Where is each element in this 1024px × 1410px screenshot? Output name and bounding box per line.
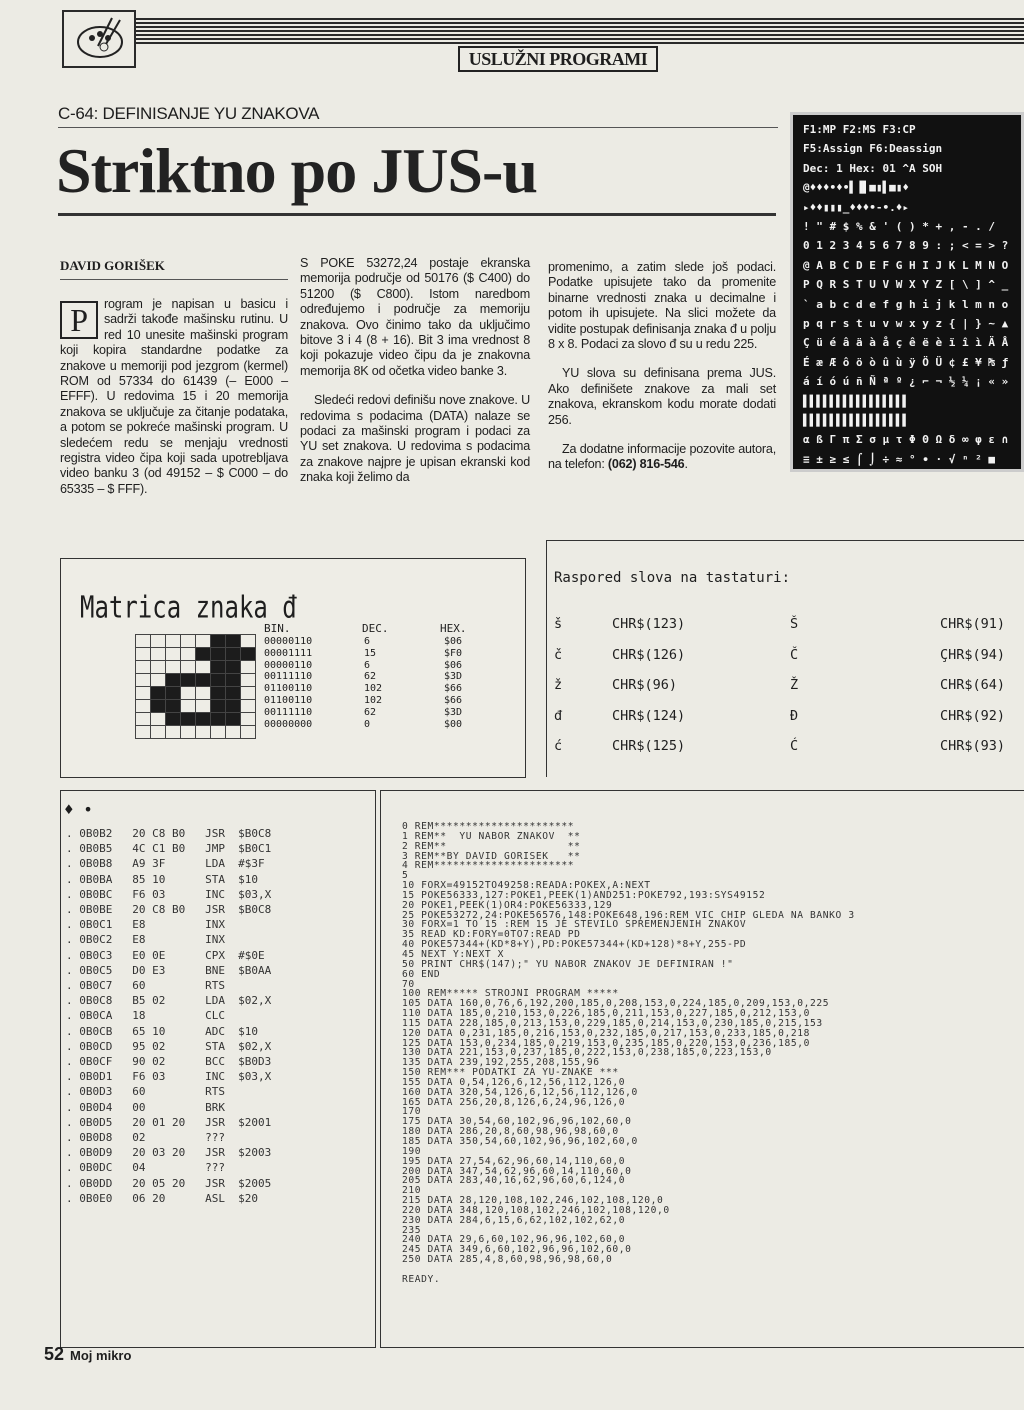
bin-value: 01100110	[264, 683, 313, 695]
pixel-cell	[226, 648, 241, 661]
pixel-cell	[196, 674, 211, 687]
pixel-cell	[196, 648, 211, 661]
paragraph: Za dodatne informacije pozovite autora, na telefon:	[548, 442, 776, 472]
pixel-cell	[226, 726, 241, 739]
pixel-cell	[196, 700, 211, 713]
screen-row: á í ó ú ñ Ñ ª º ¿ ⌐ ¬ ½ ¼ ¡ « »	[803, 375, 1009, 389]
screen-row: ▌▌▌▌▌▌▌▌▌▌▌▌▌▌▌▌	[803, 414, 909, 427]
pixel-cell	[166, 635, 181, 648]
page-footer	[44, 1344, 131, 1365]
pixel-cell	[181, 661, 196, 674]
pixel-cell	[166, 648, 181, 661]
pixel-cell	[166, 713, 181, 726]
pixel-cell	[196, 713, 211, 726]
matrix-title: Matrica znaka đ	[80, 590, 297, 625]
section-tag: USLUŽNI PROGRAMI	[458, 46, 658, 72]
keymap-upper-code: CHR$(64)	[940, 677, 1006, 693]
pixel-cell	[241, 726, 256, 739]
column-text: rogram je napisan u basicu i sadrži takođe mašinsku rutinu. U red 10 unesite mašinski program koji kopira standardne podatke za znakove u memoriji pod jezgrom (kermel) ROM od 57334 do 61439 (– E000 – EFFF). U redovima 15 i 20 memorija znakova se uključuje za čitanje podataka, a potom se pokreće mašinski program. U sledećem redu se menjaju vrednosti registra video čipa koji sada upotrebljava video banku 3 (od 49152 – $ C000 – do 65335 – $ FFF).	[60, 297, 288, 496]
charset-screenshot	[790, 112, 1024, 472]
cursor-marker: ♦ •	[64, 800, 93, 819]
paragraph: YU slova su definisana prema JUS. Ako definišete znakove za mali set znakova, ekranskom kodu morate dodati 256.	[548, 366, 776, 427]
pixel-cell	[136, 661, 151, 674]
keymap-upper: Đ	[790, 707, 799, 724]
pixel-cell	[181, 687, 196, 700]
dec-value: 6	[364, 659, 371, 671]
hex-header: HEX.	[440, 622, 467, 635]
pixel-cell	[196, 661, 211, 674]
dec-value: 62	[364, 671, 377, 683]
bin-column	[264, 636, 312, 730]
palette-logo-icon	[62, 10, 136, 68]
pixel-cell	[211, 674, 226, 687]
screen-row: 0 1 2 3 4 5 6 7 8 9 : ; < = > ?	[803, 239, 1009, 253]
hex-value: $00	[444, 718, 463, 730]
keymap-upper-code: CHR$(91)	[940, 616, 1006, 632]
pixel-cell	[181, 713, 196, 726]
keymap-lower-code: CHR$(126)	[612, 646, 686, 663]
keymap-upper-code: CHR$(92)	[940, 707, 1006, 724]
pixel-cell	[211, 700, 226, 713]
bin-value: 00000110	[264, 636, 313, 647]
bin-value: 00111110	[264, 671, 313, 683]
screen-row: F1:MP F2:MS F3:CP	[803, 123, 916, 136]
hex-value: $66	[444, 683, 463, 695]
pixel-cell	[226, 661, 241, 674]
screen-row: Ç ü é â ä à å ç ê ë è ï î ì Ä Å	[803, 336, 1009, 350]
pixel-cell	[166, 661, 181, 674]
pixel-cell	[136, 700, 151, 713]
keymap-lower-code: CHR$(124)	[612, 707, 686, 724]
pixel-cell	[136, 635, 151, 648]
keymap-upper: Ž	[790, 677, 799, 693]
hex-value: $3D	[444, 671, 463, 683]
screen-row: p q r s t u v w x y z { | } ~ ▲	[803, 317, 1009, 330]
pixel-cell	[211, 635, 226, 648]
pixel-cell	[196, 635, 211, 648]
screen-row: Dec: 1 Hex: 01 ^A SOH	[803, 161, 943, 175]
pixel-cell	[136, 726, 151, 739]
pixel-cell	[151, 713, 166, 726]
pixel-cell	[166, 726, 181, 739]
paragraph: .	[684, 457, 688, 472]
keymap-upper-code: ÇHR$(94)	[940, 646, 1006, 663]
screen-row: ! " # $ % & ' ( ) * + , - . /	[803, 220, 996, 233]
hex-value: $3D	[444, 706, 463, 718]
pixel-cell	[181, 648, 196, 661]
pixel-cell	[181, 674, 196, 687]
dec-value: 102	[364, 683, 383, 695]
hex-value: $66	[444, 694, 463, 706]
pixel-cell	[196, 726, 211, 739]
pixel-cell	[181, 700, 196, 713]
pixel-cell	[211, 661, 226, 674]
assembly-listing: . 0B0B2 20 C8 B0 JSR $B0C8 . 0B0B5 4C C1 B0 JMP $B0C1 . 0B0B8 A9 3F LDA #$3F . 0B0BA 85 10 STA $10 . 0B0BC F6 03 INC $03,X . 0B0BE 20 C8 B0 JSR $B0C8 . 0B0C1 E8 INX . 0B0C2 E8 INX . 0B0C3 E0 0E CPX #$0E . 0B0C5 D0 E3 BNE $B0AA . 0B0C7 60 RTS . 0B0C8 B5 02 LDA $02,X . 0B0CA 18 CLC . 0B0CB 65 10 ADC $10 . 0B0CD 95 02 STA $02,X . 0B0CF 90 02 BCC $B0D3 . 0B0D1 F6 03 INC $03,X . 0B0D3 60 RTS . 0B0D4 00 BRK . 0B0D5 20 01 20 JSR $2001 . 0B0D8 02 ??? . 0B0D9 20 03 20 JSR $2003 . 0B0DC 04 ??? . 0B0DD 20 05 20 JSR $2005 . 0B0E0 06 20 ASL $20	[66, 827, 272, 1205]
basic-listing: 0 REM********************** 1 REM** YU NABOR ZNAKOV ** 2 REM** ** 3 REM**BY DAVID GORISEK ** 4 REM********************** 5 10 FORX=49152TO49258:READA:POKEX,A:NEXT 15 POKE56333,127:POKE1,PEEK(1)AND251:POKE792,193:SYS49152 20 POKE1,PEEK(1)OR4:POKE56333,129 25 POKE53272,24:POKE56576,148:POKE648,196:REM VIC CHIP GLEDA NA BANKO 3 30 FORX=1 TO 15 :REM 15 JE STEVILO SPREMENJENIH ZNAKOV 35 READ KD:FORY=0TO7:READ PD 40 POKE57344+(KD*8+Y),PD:POKE57344+(KD+128)*8+Y,255-PD 45 NEXT Y:NEXT X 50 PRINT CHR$(147);" YU NABOR ZNAKOV JE DEFINIRAN !" 60 END 70 100 REM***** STROJNI PROGRAM ***** 105 DATA 160,0,76,6,192,200,185,0,208,153,0,224,185,0,209,153,0,225 110 DATA 185,0,210,153,0,226,185,0,211,153,0,227,185,0,212,153,0 115 DATA 228,185,0,213,153,0,229,185,0,214,153,0,230,185,0,215,153 120 DATA 0,231,185,0,216,153,0,232,185,0,217,153,0,233,185,0,218 125 DATA 153,0,234,185,0,219,153,0,235,185,0,220,153,0,236,185,0 130 DATA 221,153,0,237,185,0,222,153,0,238,185,0,223,153,0 135 DATA 239,192,255,208,155,96 150 REM*** PODATKI ZA YU-ZNAKE *** 155 DATA 0,54,126,6,12,56,112,126,0 160 DATA 320,54,126,6,12,56,112,126,0 165 DATA 256,20,8,126,6,24,96,126,0 170 175 DATA 30,54,60,102,96,96,102,60,0 180 DATA 286,20,8,60,98,96,98,60,0 185 DATA 350,54,60,102,96,96,102,60,0 190 195 DATA 27,54,62,96,60,14,110,60,0 200 DATA 347,54,62,96,60,14,110,60,0 205 DATA 283,40,16,62,96,60,6,124,0 210 215 DATA 28,120,108,102,246,102,108,120,0 220 DATA 348,120,108,102,246,102,108,120,0 230 DATA 284,6,15,6,62,102,102,62,0 235 240 DATA 29,6,60,102,96,96,102,60,0 245 DATA 349,6,60,102,96,96,102,60,0 250 DATA 285,4,8,60,98,96,98,60,0 READY.	[402, 821, 855, 1285]
keymap-lower: ć	[554, 738, 563, 754]
screen-row: @♦♦♦•♦•▌▐▌■▮▌■▮♦	[803, 181, 909, 195]
pixel-cell	[241, 687, 256, 700]
pixel-cell	[181, 726, 196, 739]
hex-value: $06	[444, 636, 463, 647]
keymap-lower-code: CHR$(123)	[612, 616, 686, 632]
dec-column	[364, 636, 382, 730]
article-column-3	[548, 260, 776, 487]
pixel-cell	[196, 687, 211, 700]
pixel-cell	[151, 661, 166, 674]
pixel-cell	[226, 700, 241, 713]
bin-header: BIN.	[264, 622, 291, 635]
pixel-cell	[181, 635, 196, 648]
pixel-cell	[151, 635, 166, 648]
screen-row: α ß Γ π Σ σ µ τ Φ Θ Ω δ ∞ φ ε ∩	[803, 433, 1009, 447]
pixel-grid	[135, 634, 256, 739]
pixel-cell	[226, 713, 241, 726]
bin-value: 00001111	[264, 647, 313, 659]
pixel-cell	[151, 674, 166, 687]
hex-column	[444, 636, 462, 730]
dec-value: 0	[364, 718, 371, 730]
pixel-cell	[226, 674, 241, 687]
pixel-cell	[136, 648, 151, 661]
divider	[60, 279, 288, 280]
pixel-cell	[241, 661, 256, 674]
screen-row: ▌▌▌▌▌▌▌▌▌▌▌▌▌▌▌▌	[803, 394, 909, 408]
screen-row: F5:Assign F6:Deassign	[803, 142, 943, 156]
keymap-lower: đ	[554, 707, 563, 724]
magazine-name: Moj mikro	[70, 1348, 132, 1363]
pixel-cell	[226, 635, 241, 648]
page-number: 52	[44, 1344, 65, 1364]
paragraph: S POKE 53272,24 postaje ekranska memorija područje od 50176 ($ C400) do 51200 ($ C800). Istom naredbom određujemo i područje za memoriju znakova. Ovo činimo tako da uključimo bitove 3 i 4 (8 + 16). Bit 3 ima vrednost 8 koji pokazuje video čipu da je znakovna memorija 8K od očetka video banke 3.	[300, 256, 530, 378]
keymap-upper-code: CHR$(93)	[940, 738, 1006, 754]
screen-row: P Q R S T U V W X Y Z [ \ ] ^ _	[803, 278, 1009, 292]
pixel-cell	[241, 700, 256, 713]
pixel-cell	[136, 687, 151, 700]
author-byline: DAVID GORIŠEK	[60, 258, 165, 273]
bin-value: 00000110	[264, 659, 313, 671]
pixel-cell	[241, 674, 256, 687]
pixel-cell	[241, 635, 256, 648]
bin-value: 01100110	[264, 694, 313, 706]
pixel-cell	[211, 687, 226, 700]
dec-header: DEC.	[362, 622, 389, 635]
keymap-upper: Š	[790, 616, 799, 632]
pixel-cell	[166, 687, 181, 700]
bin-value: 00111110	[264, 706, 313, 718]
header-stripe	[62, 18, 1024, 44]
screen-row: ` a b c d e f g h i j k l m n o	[803, 297, 1009, 311]
keymap-upper: Ć	[790, 738, 799, 754]
pixel-cell	[241, 713, 256, 726]
pixel-cell	[211, 726, 226, 739]
screen-row: ≡ ± ≥ ≤ ⌠ ⌡ ÷ ≈ ° ∙ · √ ⁿ ² ■	[803, 452, 996, 466]
paragraph: Sledeći redovi definišu nove znakove. U redovima s podacima (DATA) nalaze se podaci za mašinski program i podaci za YU set znakova. U redovima s podacima za znakove najpre je upisan ekranski kod znaka koji želimo da	[300, 393, 530, 485]
article-title: Striktno po JUS-u	[56, 135, 537, 206]
keymap-lower: š	[554, 616, 563, 632]
phone-number: (062) 816-546	[607, 457, 685, 472]
paragraph: promenimo, a zatim slede još podaci. Podatke upisujete tako da promenite binarne vrednosti znaka u decimalne i potom ih upisujete. Na slici možete da vidite postupak definisanja znaka đ u polju 8 x 8. Podaci za slovo đ su u redu 225.	[548, 260, 776, 352]
pixel-cell	[166, 700, 181, 713]
layout-title: Raspored slova na tastaturi:	[554, 570, 791, 586]
bin-value: 00000000	[264, 718, 313, 730]
pixel-cell	[151, 687, 166, 700]
keymap-lower: ž	[554, 677, 563, 693]
pixel-cell	[226, 687, 241, 700]
pixel-cell	[166, 674, 181, 687]
keymap-lower-code: CHR$(125)	[612, 738, 686, 754]
dec-value: 6	[364, 636, 371, 647]
pixel-cell	[136, 713, 151, 726]
pixel-cell	[151, 700, 166, 713]
divider	[58, 127, 778, 128]
screen-row: É æ Æ ô ö ò û ù ÿ Ö Ü ¢ £ ¥ ₧ ƒ	[803, 355, 1009, 369]
dec-value: 15	[364, 647, 377, 659]
drop-cap: P	[60, 301, 98, 339]
pixel-cell	[151, 726, 166, 739]
article-column-1	[60, 297, 288, 497]
keymap-lower-code: CHR$(96)	[612, 677, 678, 693]
divider	[58, 213, 776, 216]
pixel-cell	[211, 713, 226, 726]
screen-row: @ A B C D E F G H I J K L M N O	[803, 258, 1009, 272]
pixel-cell	[136, 674, 151, 687]
keymap-upper: Č	[790, 646, 799, 663]
screen-row: ▸♦♦▮▮▮_♦♦♦•-•.♦▸	[803, 200, 909, 214]
keymap-lower: č	[554, 646, 563, 663]
dec-value: 62	[364, 706, 377, 718]
hex-value: $F0	[444, 647, 463, 659]
pixel-cell	[241, 648, 256, 661]
article-column-2	[300, 256, 530, 486]
hex-value: $06	[444, 659, 463, 671]
article-kicker: C-64: DEFINISANJE YU ZNAKOVA	[58, 104, 320, 123]
dec-value: 102	[364, 694, 383, 706]
pixel-cell	[151, 648, 166, 661]
pixel-cell	[211, 648, 226, 661]
